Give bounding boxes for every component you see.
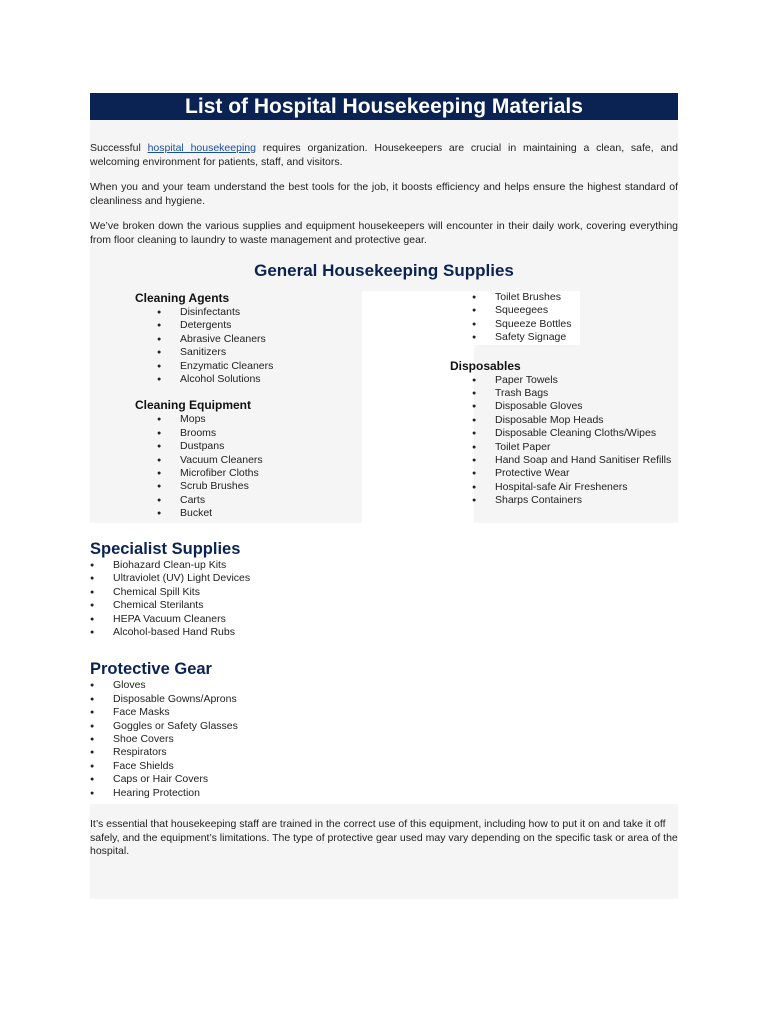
list-item: ● Disposable Gowns/Aprons <box>68 693 678 706</box>
cleaning-equipment-list <box>135 413 360 520</box>
list-item: ● Bucket <box>135 507 360 520</box>
list-item: ● Abrasive Cleaners <box>135 333 360 346</box>
list-item: ● Hospital-safe Air Fresheners <box>450 481 678 494</box>
list-item: ● Hearing Protection <box>68 787 678 800</box>
list-item: ● Dustpans <box>135 440 360 453</box>
list-item: ● Trash Bags <box>450 387 678 400</box>
list-item: ● Alcohol Solutions <box>135 373 360 386</box>
list-item: ● Ultraviolet (UV) Light Devices <box>68 572 678 585</box>
list-item: ● Chemical Sterilants <box>68 599 678 612</box>
outro-section <box>90 804 678 899</box>
left-column <box>135 291 360 521</box>
intro-section <box>90 120 678 291</box>
list-item: ● Shoe Covers <box>68 733 678 746</box>
list-item: ● Enzymatic Cleaners <box>135 360 360 373</box>
disposables-heading: Disposables <box>450 358 521 373</box>
list-item: ● Sharps Containers <box>450 494 678 507</box>
protective-gear-heading: Protective Gear <box>90 660 212 679</box>
specialist-supplies-heading: Specialist Supplies <box>90 540 241 558</box>
misc-supplies-list <box>450 291 580 345</box>
list-item: ● HEPA Vacuum Cleaners <box>68 613 678 626</box>
intro-paragraph-1 <box>90 142 678 169</box>
list-item: ● Brooms <box>135 427 360 440</box>
list-item: ● Hand Soap and Hand Sanitiser Refills <box>450 454 678 467</box>
right-column <box>450 291 678 508</box>
list-item: ● Caps or Hair Covers <box>68 773 678 786</box>
outro-paragraph: It’s essential that housekeeping staff are trained in the correct use of this equipment, including how to put it on and take it off safely, and the equipment’s limitations. The type of protective gear used may vary depending on the specific task or area of the hospital. <box>90 818 678 858</box>
hospital-housekeeping-link[interactable]: hospital housekeeping <box>147 142 256 154</box>
list-item: ● Scrub Brushes <box>135 480 360 493</box>
list-item: ● Squeegees <box>450 304 580 317</box>
list-item: ● Paper Towels <box>450 374 678 387</box>
list-item: ● Disinfectants <box>135 306 360 319</box>
specialist-section <box>90 523 678 639</box>
list-item: ● Disposable Mop Heads <box>450 414 678 427</box>
protective-section <box>90 639 678 800</box>
list-item: ● Disposable Gloves <box>450 400 678 413</box>
specialist-supplies-list <box>68 559 678 639</box>
list-item: ● Alcohol-based Hand Rubs <box>68 626 678 639</box>
list-item: ● Mops <box>135 413 360 426</box>
intro-paragraph-3: We’ve broken down the various supplies and equipment housekeepers will encounter in their daily work, covering everything from floor cleaning to laundry to waste management and protective gear. <box>90 220 678 246</box>
list-item: ● Squeeze Bottles <box>450 318 580 331</box>
disposables-list <box>450 374 678 508</box>
general-supplies-heading: General Housekeeping Supplies <box>254 261 514 280</box>
intro-text: Successful <box>90 142 148 154</box>
list-item: ● Detergents <box>135 319 360 332</box>
document-page <box>90 93 678 899</box>
list-item: ● Sanitizers <box>135 346 360 359</box>
general-supplies-columns <box>90 291 678 523</box>
list-item: ● Toilet Paper <box>450 441 678 454</box>
list-item: ● Carts <box>135 494 360 507</box>
list-item: ● Vacuum Cleaners <box>135 454 360 467</box>
list-item: ● Face Masks <box>68 706 678 719</box>
list-item: ● Gloves <box>68 679 678 692</box>
list-item: ● Respirators <box>68 746 678 759</box>
list-item: ● Microfiber Cloths <box>135 467 360 480</box>
intro-paragraph-2: When you and your team understand the best tools for the job, it boosts efficiency and helps ensure the highest standard of cleanliness and hygiene. <box>90 181 678 207</box>
cleaning-equipment-heading: Cleaning Equipment <box>135 398 252 413</box>
list-item: ● Biohazard Clean-up Kits <box>68 559 678 572</box>
list-item: ● Safety Signage <box>450 331 580 344</box>
list-item: ● Disposable Cleaning Cloths/Wipes <box>450 427 678 440</box>
list-item: ● Face Shields <box>68 760 678 773</box>
list-item: ● Protective Wear <box>450 467 678 480</box>
cleaning-agents-heading: Cleaning Agents <box>135 291 230 305</box>
cleaning-agents-list <box>135 306 360 386</box>
protective-gear-list <box>68 679 678 800</box>
intro-text: requires organization. Housekeepers are crucial in maintaining a clean, safe, and welcoming environment for patients, staff, and visitors. <box>90 142 678 168</box>
list-item: ● Toilet Brushes <box>450 291 580 304</box>
page-title: List of Hospital Housekeeping Materials <box>90 93 678 120</box>
list-item: ● Chemical Spill Kits <box>68 586 678 599</box>
list-item: ● Goggles or Safety Glasses <box>68 720 678 733</box>
